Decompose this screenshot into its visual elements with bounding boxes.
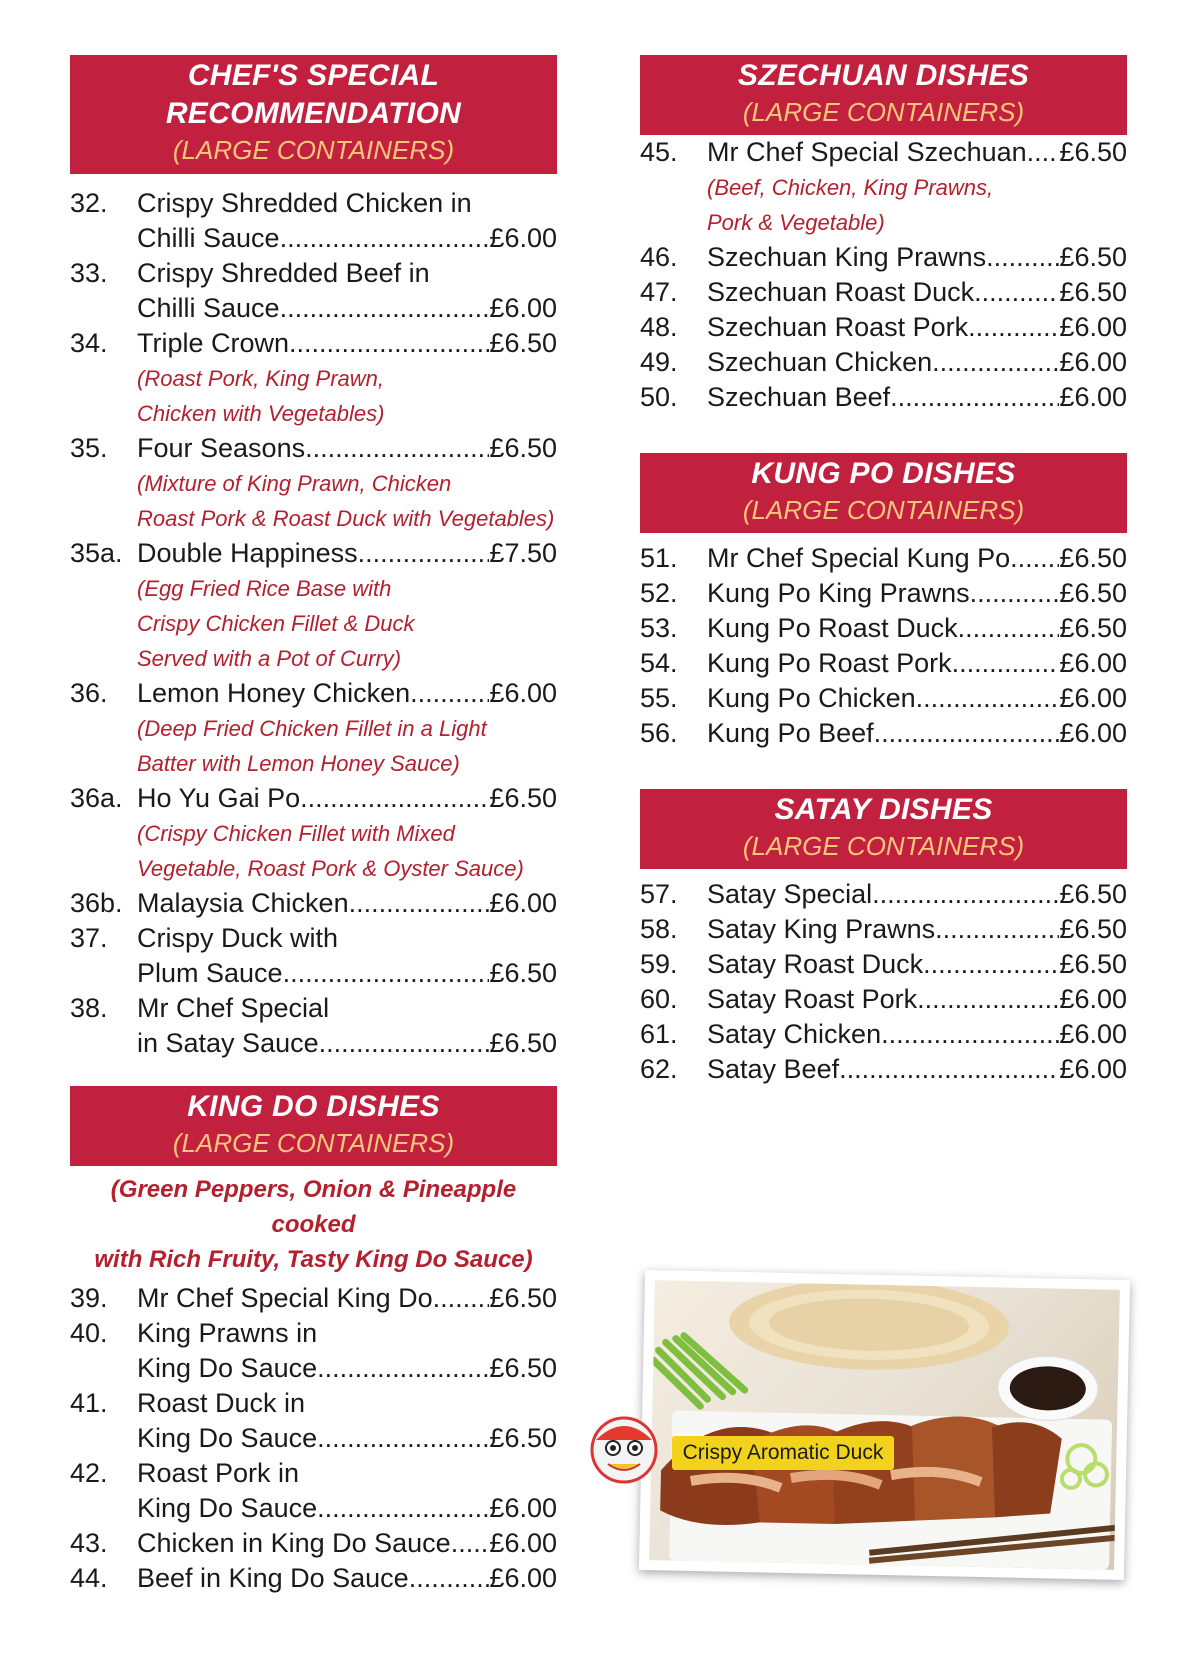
item-leader-dots — [872, 877, 1059, 912]
item-name: Satay Special — [707, 879, 873, 909]
item-leader-dots — [958, 611, 1060, 646]
item-price: £6.00 — [1059, 1054, 1127, 1084]
crispy-duck-photo — [639, 1270, 1130, 1580]
item-body — [707, 576, 1127, 611]
item-number: 48. — [640, 312, 678, 342]
item-leader-dots — [916, 681, 1060, 716]
item-body — [707, 611, 1127, 646]
right-column — [640, 55, 1127, 1087]
item-name: Satay Roast Pork — [707, 984, 918, 1014]
item-body — [137, 431, 557, 536]
item-name: Lemon Honey Chicken — [137, 678, 411, 708]
item-price: £6.00 — [1059, 382, 1127, 412]
item-name: Ho Yu Gai Po — [137, 783, 301, 813]
menu-item — [640, 345, 1127, 380]
item-body — [137, 1561, 557, 1596]
item-body — [707, 345, 1127, 380]
item-name: Plum Sauce — [137, 958, 283, 988]
menu-item — [640, 576, 1127, 611]
item-body — [137, 1281, 557, 1316]
menu-item — [640, 1017, 1127, 1052]
item-price: £6.50 — [1059, 879, 1127, 909]
item-name: Szechuan King Prawns — [707, 242, 987, 272]
menu-item — [640, 912, 1127, 947]
item-name: Szechuan Beef — [707, 382, 891, 412]
item-price: £6.00 — [1059, 312, 1127, 342]
item-number: 58. — [640, 914, 678, 944]
item-leader-dots — [923, 947, 1059, 982]
menu-item — [640, 681, 1127, 716]
chefs-special-list — [70, 186, 557, 1061]
item-price: £7.50 — [489, 538, 557, 568]
item-name-price-line — [137, 291, 557, 326]
item-leader-dots — [451, 1526, 490, 1561]
item-price: £6.00 — [1059, 648, 1127, 678]
item-number: 47. — [640, 277, 678, 307]
item-name: Chilli Sauce — [137, 223, 280, 253]
menu-item — [70, 676, 557, 781]
menu-item — [70, 991, 557, 1061]
item-body — [137, 991, 557, 1061]
king-do-title: KING DO DISHES — [187, 1090, 440, 1123]
menu-item — [70, 326, 557, 431]
item-body — [137, 256, 557, 326]
item-price: £6.50 — [489, 783, 557, 813]
item-price: £6.00 — [489, 1493, 557, 1523]
item-leader-dots — [433, 1281, 490, 1316]
item-price: £6.00 — [1059, 984, 1127, 1014]
item-price: £6.50 — [1059, 242, 1127, 272]
kung-po-subtitle: (LARGE CONTAINERS) — [742, 495, 1025, 525]
item-leader-dots — [890, 380, 1059, 415]
menu-item — [70, 536, 557, 676]
item-price: £6.50 — [1059, 914, 1127, 944]
king-do-subtitle: (LARGE CONTAINERS) — [172, 1128, 455, 1158]
item-body — [707, 1052, 1127, 1087]
menu-item — [70, 1456, 557, 1526]
item-name-price-line — [707, 646, 1127, 681]
item-body — [707, 947, 1127, 982]
item-name: King Do Sauce — [137, 1353, 318, 1383]
menu-item — [70, 1561, 557, 1596]
item-name: Szechuan Chicken — [707, 347, 933, 377]
item-body — [137, 536, 557, 676]
item-name-price-line — [137, 886, 557, 921]
item-body — [707, 275, 1127, 310]
item-price: £6.50 — [1059, 543, 1127, 573]
item-body — [137, 1456, 557, 1526]
item-name-price-line — [707, 1052, 1127, 1087]
item-body — [707, 240, 1127, 275]
item-number: 46. — [640, 242, 678, 272]
item-name-line: Crispy Duck with — [137, 923, 339, 953]
item-name: Satay Beef — [707, 1054, 840, 1084]
item-name-price-line — [137, 1281, 557, 1316]
item-number: 36a. — [70, 783, 123, 813]
item-number: 54. — [640, 648, 678, 678]
item-price: £6.00 — [1059, 683, 1127, 713]
item-number: 57. — [640, 879, 678, 909]
item-number: 36b. — [70, 888, 123, 918]
item-name: Mr Chef Special Kung Po — [707, 543, 1011, 573]
menu-item — [640, 877, 1127, 912]
item-leader-dots — [300, 781, 489, 816]
item-description: (Egg Fried Rice Base with — [137, 576, 392, 601]
menu-item — [70, 781, 557, 886]
item-description: (Beef, Chicken, King Prawns, — [707, 175, 994, 200]
item-price: £6.00 — [1059, 1019, 1127, 1049]
szechuan-subtitle: (LARGE CONTAINERS) — [742, 97, 1025, 127]
item-body — [707, 716, 1127, 751]
item-number: 50. — [640, 382, 678, 412]
item-number: 36. — [70, 678, 108, 708]
item-body — [137, 1526, 557, 1561]
item-number: 33. — [70, 258, 108, 288]
menu-item — [640, 716, 1127, 751]
item-name-price-line — [137, 536, 557, 571]
item-body — [707, 681, 1127, 716]
item-name: Satay Chicken — [707, 1019, 882, 1049]
menu-item — [640, 135, 1127, 240]
item-name-price-line — [137, 781, 557, 816]
item-number: 44. — [70, 1563, 108, 1593]
item-description: Served with a Pot of Curry) — [137, 646, 402, 671]
item-number: 38. — [70, 993, 108, 1023]
item-description: (Roast Pork, King Prawn, — [137, 366, 384, 391]
item-leader-dots — [974, 275, 1059, 310]
menu-item — [640, 646, 1127, 681]
item-number: 56. — [640, 718, 678, 748]
item-name-price-line — [707, 716, 1127, 751]
item-number: 37. — [70, 923, 108, 953]
item-number: 43. — [70, 1528, 108, 1558]
item-name: Triple Crown — [137, 328, 290, 358]
item-name-price-line — [137, 1421, 557, 1456]
menu-item — [70, 1526, 557, 1561]
item-name: in Satay Sauce — [137, 1028, 319, 1058]
item-name: Szechuan Roast Duck — [707, 277, 975, 307]
item-name: Kung Po Roast Pork — [707, 648, 952, 678]
menu-item — [70, 886, 557, 921]
item-number: 35. — [70, 433, 108, 463]
menu-item — [640, 310, 1127, 345]
item-price: £6.50 — [1059, 137, 1127, 167]
item-name-price-line — [707, 982, 1127, 1017]
item-name-line: King Prawns in — [137, 1318, 318, 1348]
menu-item — [640, 982, 1127, 1017]
item-body — [707, 380, 1127, 415]
item-body — [137, 886, 557, 921]
item-name-price-line — [707, 275, 1127, 310]
item-leader-dots — [305, 431, 489, 466]
item-price: £6.50 — [1059, 277, 1127, 307]
item-description: (Deep Fried Chicken Fillet in a Light — [137, 716, 487, 741]
king-do-header — [70, 1086, 557, 1166]
item-number: 53. — [640, 613, 678, 643]
item-number: 42. — [70, 1458, 108, 1488]
item-price: £6.00 — [1059, 347, 1127, 377]
item-name-price-line — [707, 681, 1127, 716]
item-number: 34. — [70, 328, 108, 358]
item-leader-dots — [935, 912, 1059, 947]
item-name-line: Roast Pork in — [137, 1458, 300, 1488]
item-body — [707, 646, 1127, 681]
item-price: £6.50 — [1059, 949, 1127, 979]
item-body — [137, 326, 557, 431]
item-number: 32. — [70, 188, 108, 218]
item-name: Beef in King Do Sauce — [137, 1563, 409, 1593]
item-name: Kung Po Roast Duck — [707, 613, 958, 643]
menu-item — [70, 431, 557, 536]
item-price: £6.00 — [489, 678, 557, 708]
item-leader-dots — [349, 886, 490, 921]
menu-item — [640, 611, 1127, 646]
item-description: Chicken with Vegetables) — [137, 401, 385, 426]
item-leader-dots — [1010, 541, 1059, 576]
szechuan-list — [640, 135, 1127, 415]
item-name-price-line — [137, 1561, 557, 1596]
item-number: 52. — [640, 578, 678, 608]
item-price: £6.00 — [489, 293, 557, 323]
menu-item — [70, 1386, 557, 1456]
item-number: 49. — [640, 347, 678, 377]
satay-header — [640, 789, 1127, 869]
menu-item — [70, 256, 557, 326]
szechuan-title: SZECHUAN DISHES — [737, 59, 1030, 92]
item-name-price-line — [137, 676, 557, 711]
item-name: Kung Po Chicken — [707, 683, 916, 713]
item-name-price-line — [707, 380, 1127, 415]
item-name: Satay Roast Duck — [707, 949, 924, 979]
item-name: Satay King Prawns — [707, 914, 936, 944]
item-body — [707, 982, 1127, 1017]
item-name-price-line — [137, 1491, 557, 1526]
item-number: 45. — [640, 137, 678, 167]
chefs-special-title-line2: RECOMMENDATION — [165, 97, 462, 130]
satay-subtitle: (LARGE CONTAINERS) — [742, 831, 1025, 861]
item-body — [137, 676, 557, 781]
item-name-price-line — [707, 541, 1127, 576]
kung-po-list — [640, 541, 1127, 751]
left-column — [70, 55, 557, 1596]
item-number: 40. — [70, 1318, 108, 1348]
chefs-special-subtitle: (LARGE CONTAINERS) — [172, 135, 455, 165]
item-name: Kung Po King Prawns — [707, 578, 970, 608]
item-body — [137, 781, 557, 886]
menu-item — [70, 1281, 557, 1316]
item-price: £6.50 — [489, 1283, 557, 1313]
item-body — [707, 135, 1127, 240]
item-number: 61. — [640, 1019, 678, 1049]
item-description: Vegetable, Roast Pork & Oyster Sauce) — [137, 856, 524, 881]
item-name-price-line — [707, 611, 1127, 646]
item-number: 51. — [640, 543, 678, 573]
item-leader-dots — [970, 576, 1060, 611]
item-leader-dots — [319, 1026, 490, 1061]
item-number: 59. — [640, 949, 678, 979]
item-body — [707, 912, 1127, 947]
item-description: Roast Pork & Roast Duck with Vegetables) — [137, 506, 555, 531]
item-name-price-line — [137, 1026, 557, 1061]
item-leader-dots — [289, 326, 489, 361]
item-description: (Crispy Chicken Fillet with Mixed — [137, 821, 455, 846]
chefs-special-title-line1: CHEF'S SPECIAL — [187, 59, 440, 92]
item-description: Pork & Vegetable) — [707, 210, 885, 235]
item-name-line: Roast Duck in — [137, 1388, 306, 1418]
chefs-special-header — [70, 55, 557, 174]
item-price: £6.50 — [1059, 613, 1127, 643]
item-name-price-line — [707, 912, 1127, 947]
photo-caption: Crispy Aromatic Duck — [672, 1436, 894, 1470]
king-do-list — [70, 1281, 557, 1596]
item-description: Crispy Chicken Fillet & Duck — [137, 611, 415, 636]
item-name-price-line — [707, 877, 1127, 912]
item-body — [707, 310, 1127, 345]
menu-item — [70, 921, 557, 991]
item-name-price-line — [137, 1351, 557, 1386]
item-leader-dots — [839, 1052, 1059, 1087]
menu-item — [70, 1316, 557, 1386]
item-price: £6.50 — [489, 958, 557, 988]
item-leader-dots — [280, 221, 490, 256]
item-name-price-line — [137, 1526, 557, 1561]
item-name-price-line — [137, 221, 557, 256]
item-leader-dots — [358, 536, 490, 571]
szechuan-header — [640, 55, 1127, 135]
photo-image — [649, 1280, 1120, 1570]
item-leader-dots — [280, 291, 490, 326]
item-name-line: Mr Chef Special — [137, 993, 330, 1023]
item-name-price-line — [137, 956, 557, 991]
item-name: King Do Sauce — [137, 1493, 318, 1523]
item-number: 55. — [640, 683, 678, 713]
item-description: Batter with Lemon Honey Sauce) — [137, 751, 460, 776]
item-price: £6.50 — [489, 1028, 557, 1058]
item-number: 62. — [640, 1054, 678, 1084]
item-leader-dots — [881, 1017, 1059, 1052]
item-name: Chilli Sauce — [137, 293, 280, 323]
king-do-note-line2: with Rich Fruity, Tasty King Do Sauce) — [94, 1246, 533, 1273]
item-price: £6.00 — [489, 223, 557, 253]
item-name-line: Crispy Shredded Chicken in — [137, 188, 472, 218]
king-do-note-line1: (Green Peppers, Onion & Pineapple cooked — [110, 1176, 517, 1238]
item-leader-dots — [283, 956, 490, 991]
item-name-price-line — [707, 1017, 1127, 1052]
item-price: £6.00 — [489, 1563, 557, 1593]
item-name: King Do Sauce — [137, 1423, 318, 1453]
item-body — [707, 877, 1127, 912]
item-name-price-line — [137, 431, 557, 466]
item-price: £6.50 — [489, 1353, 557, 1383]
satay-list — [640, 877, 1127, 1087]
item-leader-dots — [932, 345, 1059, 380]
lion-dance-icon — [584, 1410, 664, 1490]
item-price: £6.50 — [489, 1423, 557, 1453]
menu-item — [640, 947, 1127, 982]
item-leader-dots — [317, 1491, 489, 1526]
kung-po-title: KUNG PO DISHES — [751, 457, 1016, 490]
menu-item — [640, 380, 1127, 415]
item-body — [137, 186, 557, 256]
item-leader-dots — [986, 240, 1059, 275]
item-name-price-line — [707, 345, 1127, 380]
item-name: Szechuan Roast Pork — [707, 312, 969, 342]
item-price: £6.50 — [489, 328, 557, 358]
menu-item — [70, 186, 557, 256]
item-leader-dots — [409, 1561, 490, 1596]
item-name: Mr Chef Special Szechuan — [707, 137, 1027, 167]
item-body — [707, 541, 1127, 576]
item-leader-dots — [317, 1351, 489, 1386]
item-name: Mr Chef Special King Do — [137, 1283, 433, 1313]
item-description: (Mixture of King Prawn, Chicken — [137, 471, 452, 496]
item-name: Malaysia Chicken — [137, 888, 349, 918]
item-number: 60. — [640, 984, 678, 1014]
item-body — [137, 921, 557, 991]
item-name-price-line — [707, 135, 1127, 170]
item-number: 41. — [70, 1388, 108, 1418]
item-price: £6.00 — [489, 1528, 557, 1558]
menu-item — [640, 1052, 1127, 1087]
item-body — [707, 1017, 1127, 1052]
menu-item — [640, 240, 1127, 275]
item-leader-dots — [874, 716, 1060, 751]
item-name: Chicken in King Do Sauce — [137, 1528, 451, 1558]
item-leader-dots — [952, 646, 1060, 681]
duck-illustration — [649, 1280, 1120, 1570]
satay-title: SATAY DISHES — [774, 793, 993, 826]
kung-po-header — [640, 453, 1127, 533]
item-leader-dots — [917, 982, 1059, 1017]
item-name: Double Happiness — [137, 538, 358, 568]
item-name-price-line — [707, 310, 1127, 345]
item-name-line: Crispy Shredded Beef in — [137, 258, 430, 288]
menu-item — [640, 541, 1127, 576]
item-leader-dots — [410, 676, 489, 711]
item-price: £6.50 — [1059, 578, 1127, 608]
item-price: £6.00 — [489, 888, 557, 918]
item-name-price-line — [137, 326, 557, 361]
item-leader-dots — [1027, 135, 1060, 170]
item-name: Four Seasons — [137, 433, 306, 463]
item-name-price-line — [707, 947, 1127, 982]
item-body — [137, 1386, 557, 1456]
item-number: 39. — [70, 1283, 108, 1313]
item-name-price-line — [707, 240, 1127, 275]
item-body — [137, 1316, 557, 1386]
menu-item — [640, 275, 1127, 310]
item-leader-dots — [317, 1421, 489, 1456]
item-price: £6.50 — [489, 433, 557, 463]
item-name-price-line — [707, 576, 1127, 611]
item-name: Kung Po Beef — [707, 718, 874, 748]
item-price: £6.00 — [1059, 718, 1127, 748]
item-leader-dots — [968, 310, 1059, 345]
item-number: 35a. — [70, 538, 123, 568]
